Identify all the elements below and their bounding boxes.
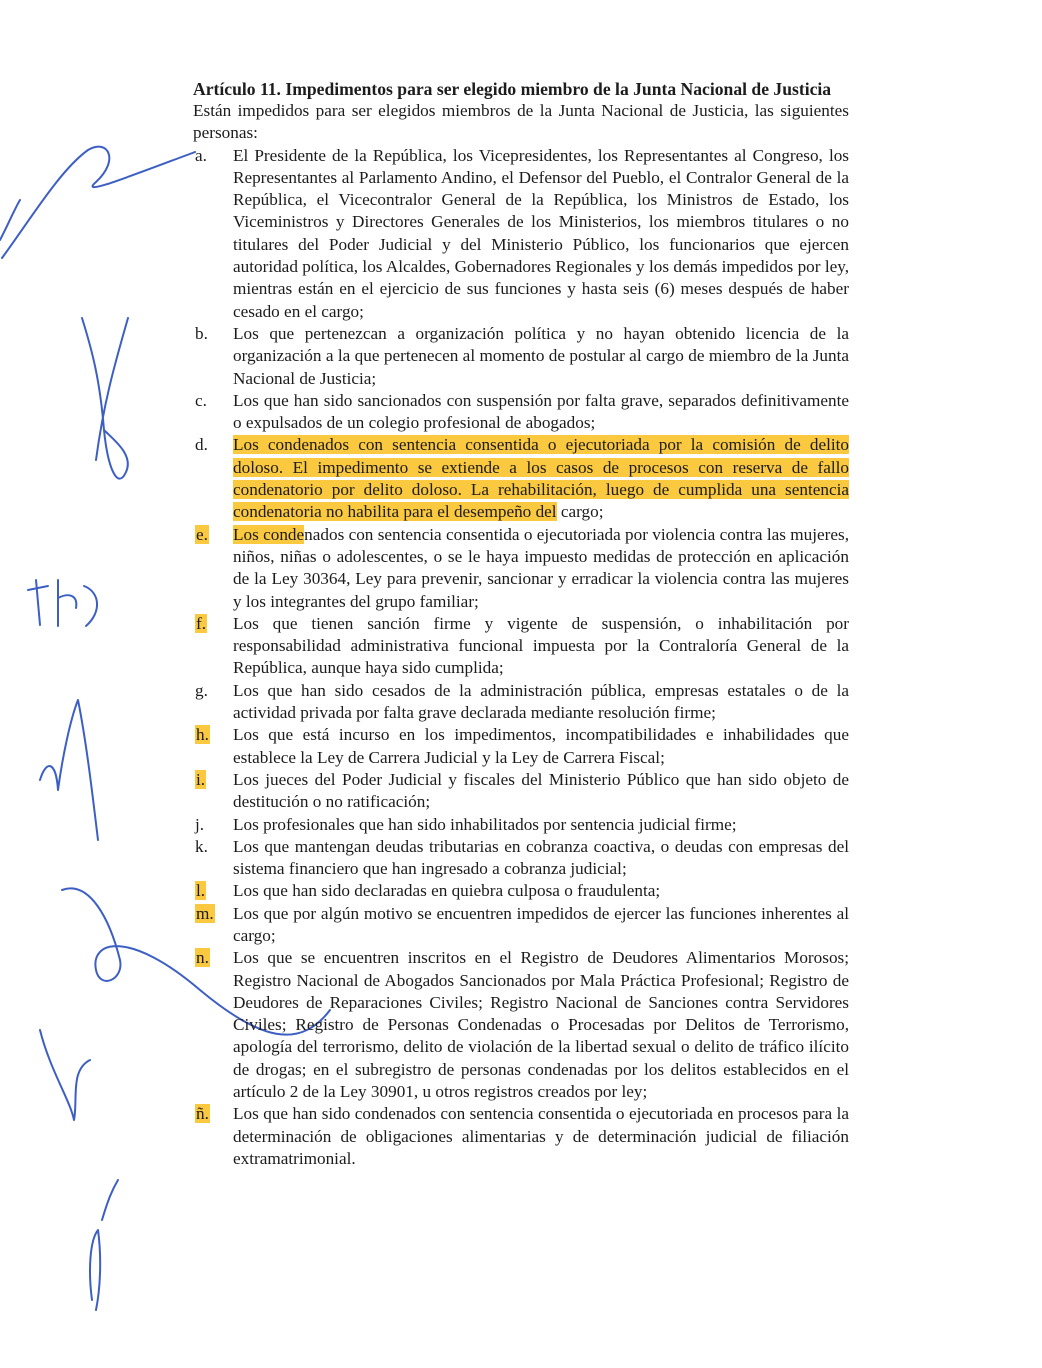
signature-stroke-1 bbox=[0, 147, 195, 258]
signature-stroke-2 bbox=[82, 318, 128, 479]
list-item bbox=[193, 836, 849, 881]
list-item bbox=[193, 434, 849, 523]
item-letter: b. bbox=[195, 323, 208, 343]
item-text: Los que está incurso en los impedimentos, incompatibilidades e inhabilidades que establece la Ley de Carrera Judicial y la Ley de Carrera Fiscal; bbox=[233, 725, 849, 767]
highlighted-text: Los condenados con sentencia consentida o ejecutoriada por la comisión de delito doloso. El impedimento se extiende a los casos de procesos con reserva de fallo condenatorio por delito doloso. La rehabilitación, luego de cumplida una sentencia condenatoria no habilita para el desempeño del bbox=[233, 435, 849, 522]
article-intro: Están impedidos para ser elegidos miembros de la Junta Nacional de Justicia, las siguientes personas: bbox=[193, 101, 849, 143]
item-text: Los que han sido condenados con sentencia consentida o ejecutoriada en procesos para la determinación de obligaciones alimentarias y de determinación judicial de filiación extramatrimonial. bbox=[233, 1104, 849, 1168]
item-letter: k. bbox=[195, 836, 208, 856]
item-letter: g. bbox=[195, 680, 208, 700]
item-letter: j. bbox=[195, 814, 205, 834]
article-title: Artículo 11. Impedimentos para ser elegido miembro de la Junta Nacional de Justicia bbox=[193, 79, 832, 99]
list-item bbox=[193, 680, 849, 725]
item-text: Los que se encuentren inscritos en el Registro de Deudores Alimentarios Morosos; Registro Nacional de Abogados Sancionados por Mala Práctica Profesional; Registro de Deudores de Reparaciones Civiles; Registro Nacional de Sanciones contra Servidores Civiles; Registro de Personas Condenadas o Procesadas por Delitos de Terrorismo, apología del terrorismo, delito de violación de la libertad sexual o delito de tráfico ilícito de drogas; en el subregistro de personas condenadas por los delitos establecidos en el artículo 2 de la Ley 30901, u otros registros creados por ley; bbox=[233, 948, 849, 1102]
item-letter-highlighted: ñ. bbox=[196, 1104, 209, 1124]
list-item bbox=[193, 524, 849, 613]
item-text bbox=[233, 524, 849, 613]
list-item bbox=[193, 323, 849, 390]
item-letter: d. bbox=[195, 435, 208, 455]
item-text-rest: nados con sentencia consentida o ejecutoriada por violencia contra las mujeres, niños, niñas o adolescentes, o se le haya impuesto medidas de protección en aplicación de la Ley 30364, Ley para prevenir, sancionar y erradicar la violencia contra las mujeres y los integrantes del grupo familiar; bbox=[233, 524, 849, 611]
list-item bbox=[193, 814, 849, 836]
list-item bbox=[193, 1103, 849, 1170]
item-text: Los que han sido cesados de la administración pública, empresas estatales o de la actividad privada por falta grave declarada mediante resolución firme; bbox=[233, 680, 849, 723]
item-text: Los que tienen sanción firme y vigente de suspensión, o inhabilitación por responsabilidad administrativa funcional impuesta por la Contraloría General de la República, aunque haya sido cumplida; bbox=[233, 613, 849, 678]
item-text: Los que mantengan deudas tributarias en cobranza coactiva, o deudas con empresas del sistema financiero que han ingresado a cobranza judicial; bbox=[233, 836, 849, 879]
item-text: Los que han sido sancionados con suspensión por falta grave, separados definitivamente o expulsados de un colegio profesional de abogados; bbox=[233, 390, 849, 433]
item-text: Los que por algún motivo se encuentren impedidos de ejercer las funciones inherentes al cargo; bbox=[233, 903, 849, 945]
list-item bbox=[193, 769, 849, 814]
item-letter-highlighted: i. bbox=[196, 769, 206, 789]
item-text: Los que han sido declaradas en quiebra culposa o fraudulenta; bbox=[233, 881, 661, 901]
item-letter-highlighted: m. bbox=[196, 903, 214, 923]
document-body bbox=[193, 78, 849, 1170]
item-letter-highlighted: n. bbox=[196, 948, 209, 968]
item-letter-highlighted: l. bbox=[196, 881, 206, 901]
item-letter-highlighted: h. bbox=[196, 725, 209, 745]
list-item bbox=[193, 390, 849, 435]
highlighted-text: Los conde bbox=[233, 524, 305, 544]
list-item bbox=[193, 947, 849, 1103]
item-text: Los que pertenezcan a organización política y no hayan obtenido licencia de la organización a la que pertenecen al momento de postular al cargo de miembro de la Junta Nacional de Justicia; bbox=[233, 323, 849, 388]
item-letter-highlighted: e. bbox=[196, 524, 208, 544]
item-letter: c. bbox=[195, 390, 207, 410]
item-letter-highlighted: f. bbox=[196, 613, 207, 633]
item-text: Los jueces del Poder Judicial y fiscales del Ministerio Público que han sido objeto de destitución o no ratificación; bbox=[233, 769, 849, 812]
signature-stroke-6 bbox=[90, 1180, 118, 1310]
list-item bbox=[193, 903, 849, 948]
item-letter: a. bbox=[195, 145, 207, 165]
item-text bbox=[233, 434, 849, 523]
signature-stroke-4 bbox=[40, 700, 98, 840]
list-item bbox=[193, 880, 849, 902]
item-text: Los profesionales que han sido inhabilitados por sentencia judicial firme; bbox=[233, 814, 737, 834]
signature-stroke-3 bbox=[28, 580, 97, 626]
item-text-rest: cargo; bbox=[556, 502, 604, 522]
list-item bbox=[193, 613, 849, 680]
item-text: El Presidente de la República, los Vicepresidentes, los Representantes al Congreso, los Representantes al Parlamento Andino, el Defensor del Pueblo, el Contralor General de la República, el Vicecontralor General de la República, los Ministros de Estado, los Viceministros y Directores Generales de los Ministerios, los miembros titulares o no titulares del Poder Judicial y del Ministerio Público, los funcionarios que ejercen autoridad política, los Alcaldes, Gobernadores Regionales y los demás impedidos por ley, mientras están en el ejercicio de sus funciones y hasta seis (6) meses después de haber cesado en el cargo; bbox=[233, 145, 849, 321]
list-item bbox=[193, 724, 849, 769]
list-item bbox=[193, 145, 849, 323]
